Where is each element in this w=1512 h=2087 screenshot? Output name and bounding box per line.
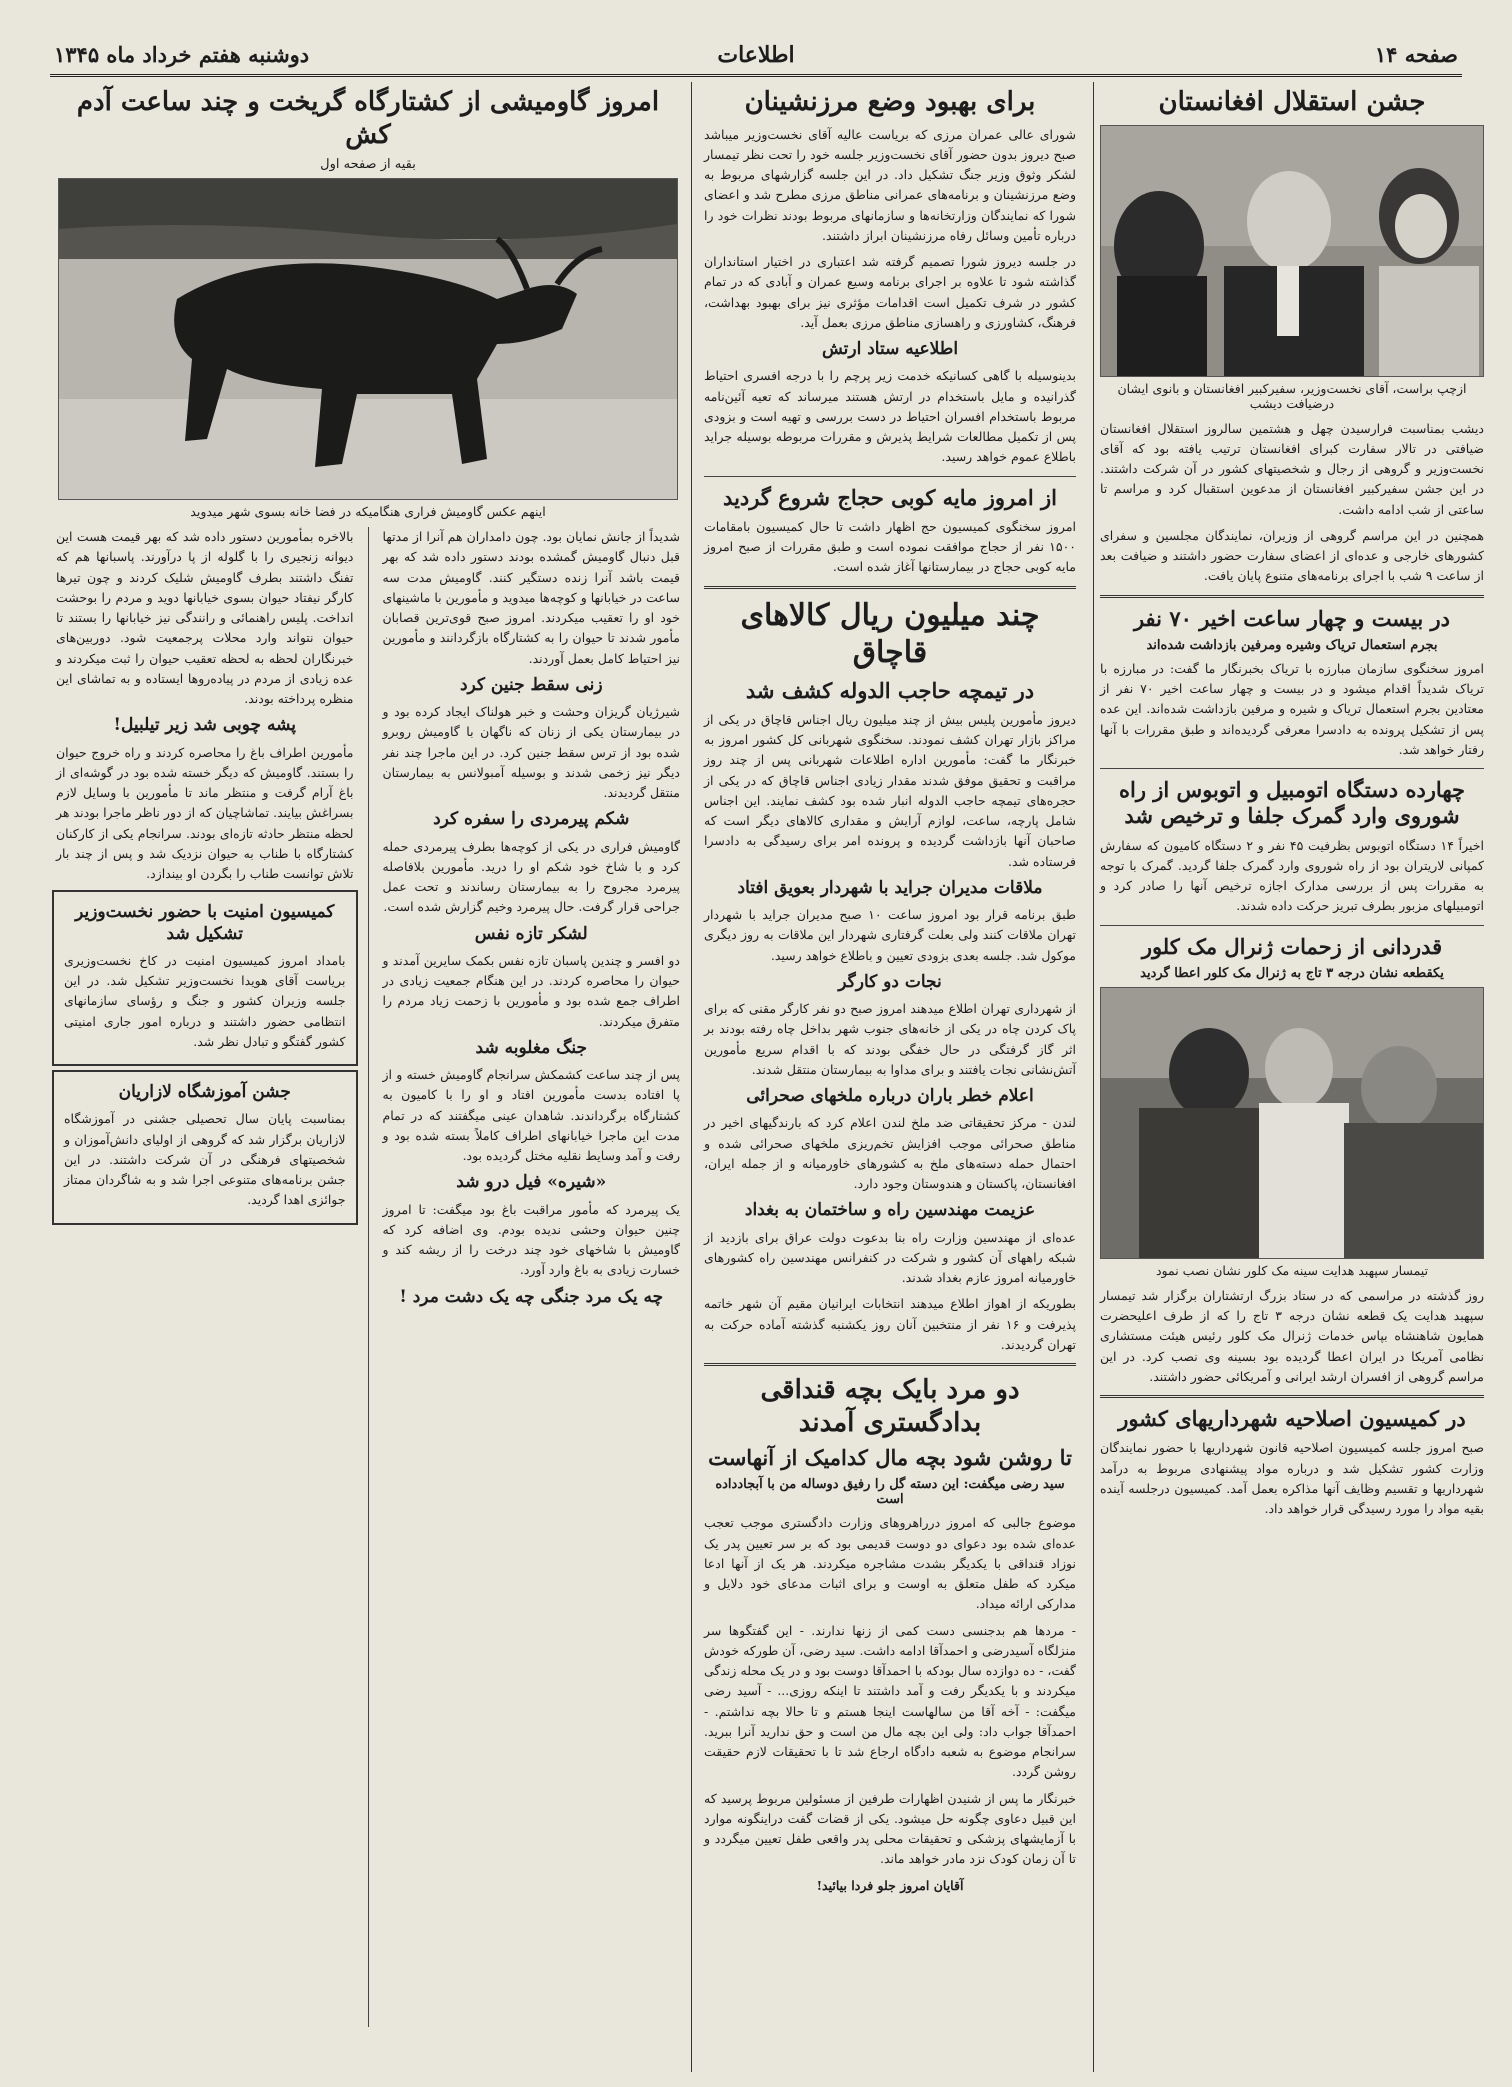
box-title: جشن آموزشگاه لازاریان <box>118 1082 291 1102</box>
divider <box>704 1363 1076 1366</box>
headline-smuggled-goods: چند میلیون ریال کالاهای قاچاق <box>740 597 1040 670</box>
article-text: بامداد امروز کمیسیون امنیت در کاخ نخست‌وزیری بریاست آقای هویدا نخست‌وزیر تشکیل شد. در این جلسه وزیران کشور و جنگ و رؤسای سازمانهای انتظامی حضور داشتند و درباره امور جاری امنیتی کشور گفتگو و تبادل نظر شد. <box>64 952 346 1049</box>
photo-caption: تیمسار سپهبد هدایت سینه مک کلور نشان نصب نمود <box>1155 1262 1429 1278</box>
article-text: اخیراً ۱۴ دستگاه اتوبوس بظرفیت ۴۵ نفر و ۲ دستگاه کامیون که سفارش کمپانی لاریتران بود از راه شوروی وارد گمرک جلفا گردید. گمرک با توجه به مقررات پس از بررسی مدارک اجازه ترخیص آنها را صادر کرد و اتومبیلهای مزبور بطرف تبریز حرکت داده شدند. <box>1100 837 1484 914</box>
photo-medal-ceremony <box>1100 987 1484 1259</box>
headline-locust-warning: اعلام خطر باران درباره ملخهای صحرائی <box>746 1086 1034 1106</box>
box-lazarian-school <box>52 1070 358 1225</box>
headline-mcclure: قدردانی از زحمات ژنرال مک کلور <box>1141 933 1443 959</box>
article-text: شورای عالی عمران مرزی که بریاست عالیه آقای نخست‌وزیر میباشد صبح دیروز بدون حضور آقای نخست‌وزیر جلسه خود را تحت نظر تیمسار لشکر وثوق وزیر جنگ تشکیل داد. در این جلسه گزارشهای مربوط به وضع مرزنشینان و برنامه‌های عمرانی مناطق مرزی مطرح شد و اعضای شورا که نمایندگان وزارتخانه‌ها و سازمانهای مربوط بودند نظرات خود را درباره تأمین وسائل رفاه مرزنشینان ابراز داشتند. <box>704 126 1076 243</box>
article-text: صبح امروز جلسه کمیسیون اصلاحیه قانون شهرداریها با حضور نمایندگان وزارت کشور تشکیل شد و درباره مواد پیشنهادی مربوط به درآمد شهرداریها و تقسیم وظایف آنها مذاکره بعمل آمد. کمیسیون درجلسه آینده بقیه مواد را مورد رسیدگی قرار خواهد داد. <box>1100 1440 1484 1516</box>
article-text: شیرژیان گریزان وحشت و خبر هولناک ایجاد کرده بود و در بیمارستان یکی از زنان که ناگهان با گاومیش روبرو شده بود از ترس سقط جنین کرد. در این ماجرا چند نفر دیگر نیز زخمی شدند و بوسیله آمبولانس به بیمارستان منتقل گردیدند. <box>382 704 680 800</box>
divider <box>704 476 1076 477</box>
article-text: از شهرداری تهران اطلاع میدهند امروز صبح دو نفر کارگر مقنی که برای پاک کردن چاه در یکی از خانه‌های جنوب شهر بداخل چاه رفته بودند بر اثر گاز گرفتگی در حال خفگی بودند که با اقدام سریع مأمورین آتش‌نشانی نجات یافتند و برای مداوا به بیمارستان منتقل شدند. <box>704 1001 1076 1077</box>
article-text: بدینوسیله با گاهی کسانیکه خدمت زیر پرچم را با درجه افسری احتیاط گذرانیده و مایل باستخدام در ارتش هستند میرساند که تعیه آئین‌نامه مربوط باستخدام افسران احتیاط در دست بررسی و تهیه است و بزودی پس از تکمیل مطالعات شرایط پذیرش و مقررات مربوطه بوسیله جراید باطلاع عموم خواهد رسید. <box>704 368 1076 465</box>
headline-buffalo-escape: امروز گاومیشی از کشتارگاه گریخت و چند ساعت آدم کش <box>76 87 660 150</box>
article-text: همچنین در این مراسم گروهی از وزیران، نمایندگان مجلسین و سفرای کشورهای خارجی و عده‌ای از اعضای سفارت حضور داشتند و ضیافت بعد از ساعت ۹ شب با اجرای برنامه‌های متنوع پایان یافت. <box>1100 527 1484 584</box>
column-middle <box>700 82 1080 2077</box>
column-rule <box>691 82 692 2072</box>
subhead: «شیره» فیل درو شد <box>456 1172 607 1193</box>
photo-caption: اینهم عکس گاومیش فراری هنگامیکه در فضا خانه بسوی شهر میدوید <box>190 504 546 519</box>
article-text: موضوع جالبی که امروز درراهروهای وزارت دادگستری موجب تعجب عده‌ای شده بود دعوای دو دوست قدیمی بود که بر سر تعیین پدر یک نوزاد قنداقی با یکدیگر بشدت مشاجره میکردند. هر یک از آنها ادعا میکرد که طفل متعلق به اوست و برای اثبات مدعای خود دلایل و مدارکی ارائه میداد. <box>704 1515 1076 1612</box>
divider <box>1100 1395 1484 1398</box>
subcolumns <box>52 527 684 2027</box>
page-number: صفحه ۱۴ <box>1374 42 1458 67</box>
subheadline: بجرم استعمال تریاک وشیره ومرفین بازداشت شده‌اند <box>1146 637 1438 653</box>
headline-mayor-meeting: ملاقات مدیران جراید با شهردار بعویق افتاد <box>737 877 1043 898</box>
divider <box>1100 768 1484 769</box>
page-header <box>50 38 1462 77</box>
box-title: کمیسیون امنیت با حضور نخست‌وزیر تشکیل شد <box>75 902 335 944</box>
headline-jolfa-customs: چهارده دستگاه اتومبیل و اتوبوس از راه شوروی وارد گمرک جلفا و ترخیص شد <box>1118 777 1465 829</box>
divider <box>704 586 1076 589</box>
subhead: لشکر تازه نفس <box>474 923 588 944</box>
article-text: گاومیش فراری در یکی از کوچه‌ها بطرف پیرمردی حمله کرد و با شاخ خود شکم او را درید. مأمورین بلافاصله پیرمرد مجروح را به بیمارستان رساندند و تحت عمل جراحی قرار گرفت. حال پیرمرد وخیم گزارش شده است. <box>382 838 680 915</box>
box-security-commission <box>52 890 358 1066</box>
photo-buffalo-image <box>58 179 677 499</box>
article-text: در جلسه دیروز شورا تصمیم گرفته شد اعتباری در اختیار استانداران گذاشته شود تا علاوه بر اجرای برنامه وسیع عمران و آبادی که در تمام کشور در شرف تکمیل است اقدامات مؤثری نیز برای بهبود بهداشت، فرهنگ، کشاورزی و راهسازی مناطق مرزی بعمل آید. <box>704 254 1076 330</box>
subhead: شکم پیرمردی را سفره کرد <box>433 809 630 830</box>
headline-hajj-vaccination: از امروز مایه کوبی حجاج شروع گردید <box>723 484 1057 510</box>
article-text: عده‌ای از مهندسین وزارت راه بنا بدعوت دولت عراق برای بازدید از شبکه راههای آن کشور و شرکت در کنفرانس مهندسین راه کشورهای خاورمیانه امروز عازم بغداد شدند. <box>704 1229 1076 1285</box>
headline-baby-dispute: دو مرد بایک بچه قنداقی بدادگستری آمدند <box>760 1375 1020 1438</box>
headline-workers-rescued: نجات دو کارگر <box>838 971 942 992</box>
article-text: دیشب بمناسبت فرارسیدن چهل و هشتمین سالروز استقلال افغانستان ضیافتی در تالار سفارت کبرای افغانستان ترتیب یافته بود که آقای نخست‌وزیر و گروهی از رجال و شخصیتهای کشور در آن شرکت داشتند. در این جشن سفیرکبیر افغانستان از مدعوین استقبال کرد و مراسم تا ساعتی از شب ادامه داشت. <box>1100 420 1484 517</box>
column-right <box>1096 82 1488 2077</box>
photo-reception <box>1100 125 1484 377</box>
article-text: روز گذشته در مراسمی که در ستاد بزرگ ارتشتاران برگزار شد تیمسار سپهبد هدایت یک قطعه نشان درجه ۳ تاج را که از طرف اعلیحضرت همایون شاهنشاه بپاس خدمات ژنرال مک کلور رئیس هیئت مستشاری نظامی آمریکا در ایران اعطا گردیده بود بسینه وی نصب کرد. در این مراسم گروهی از افسران ارشد ایرانی و آمریکائی حضور داشتند. <box>1100 1287 1484 1384</box>
column-rule <box>1093 82 1094 2072</box>
article-end: آقایان امروز جلو فردا بیائید! <box>816 1877 964 1893</box>
subcolumn-right <box>379 527 685 2027</box>
article-text: - مردها هم بدجنسی دست کمی از زنها ندارند. - این گفتگوها سر منزلگاه آسیدرضی و احمدآقا ادامه داشت. سید رضی، آن طورکه خودش گفت، - ده دوازده سال بودکه با احمدآقا دوست بود و در یک محله زندگی میکردند و با یکدیگر رفت و آمد داشتند تا اینکه روزی... - آسید رضی میگفت: - آخه آقا من سالهاست اینجا هستم و تا حالا بچه نداشتم. - احمدآقا جواب داد: ولی این بچه مال من است و حق ندارید آنرا ببرید. سرانجام موضوع به شعبه دادگاه ارجاع شد تا با تحقیقات لازم حقیقت روشن گردد. <box>704 1622 1076 1780</box>
article-text: دو افسر و چندین پاسبان تازه نفس بکمک سایرین آمدند و حیوان را محاصره کردند. در این هنگام جمعیت زیادی در اطراف جمع شده بود و مأمورین با زحمت زیاد مردم را متفرق میکردند. <box>382 952 680 1029</box>
lead-line: سید رضی میگفت: این دسته گل را رفیق دوساله من با آبجادداده است <box>715 1477 1065 1508</box>
subhead: زنی سقط جنین کرد <box>459 674 603 695</box>
column-left <box>52 82 684 2077</box>
article-text: امروز سخنگوی کمیسیون حج اظهار داشت تا حال کمیسیون بامقامات ۱۵۰۰ نفر از حجاج موافقت نموده است و طبق مقررات از صبح امروز مایه کوبی حجاج در بیمارستانها آغاز شده است. <box>704 518 1076 575</box>
article-text: امروز سخنگوی سازمان مبارزه با تریاک بخبرنگار ما گفت: در مبارزه با تریاک شدیداً اقدام میشود و در بیست و چهار ساعت اخیر ۷۰ نفر از معتادین بجرم استعمال تریاک و شیره و مرفین بازداشت شده‌اند. این عده پس از تشکیل پرونده به دادسرا معرفی گردیده‌اند و طبق مقررات با آنها رفتار خواهد شد. <box>1100 660 1484 757</box>
headline-municipalities: در کمیسیون اصلاحیه شهرداریهای کشور <box>1118 1406 1466 1431</box>
closing-quote: چه یک مرد جنگی چه یک دشت مرد ! <box>399 1286 664 1307</box>
headline-opium-arrests: در بیست و چهار ساعت اخیر ۷۰ نفر <box>1133 605 1451 631</box>
article-text: لندن - مرکز تحقیقاتی ضد ملخ لندن اعلام کرد که بارندگیهای اخیر در مناطق صحرائی موجب افزایش تخم‌ریزی ملخهای صحرائی شده و احتمال حمله دسته‌های ملخ به کشورهای خاورمیانه و از جمله ایران، افغانستان، پاکستان و هندوستان وجود دارد. <box>704 1115 1076 1191</box>
date-line: دوشنبه هفتم خرداد ماه ۱۳۴۵ <box>54 42 310 67</box>
headline-army-notice: اطلاعیه ستاد ارتش <box>821 339 959 359</box>
subhead: پشه چوبی شد زیر تیلبیل! <box>113 715 296 736</box>
article-text: طبق برنامه قرار بود امروز ساعت ۱۰ صبح مدیران جراید با شهردار تهران ملاقات کنند ولی بعلت گرفتاری شهردار این ملاقات به روز دیگری موکول شد. جلسه بعدی بزودی تعیین و باطلاع خواهد رسید. <box>704 907 1076 963</box>
headline-border-residents: برای بهبود وضع مرزنشینان <box>744 87 1036 117</box>
subheadline: یکقطعه نشان درجه ۳ تاج به ژنرال مک کلور اعطا گردید <box>1140 965 1444 981</box>
photo-buffalo <box>58 178 678 500</box>
photo-caption: ازچپ براست، آقای نخست‌وزیر، سفیرکبیر افغانستان و بانوی ایشان درضیافت دیشب <box>1117 380 1467 411</box>
photo-medal-image <box>1100 988 1483 1258</box>
photo-reception-image <box>1100 126 1483 376</box>
subheadline-smuggled-goods: در تیمچه حاجب الدوله کشف شد <box>745 677 1035 703</box>
paper-name: اطلاعات <box>717 42 795 68</box>
article-text: خبرنگار ما پس از شنیدن اظهارات طرفین از مسئولین مربوط پرسید که این قبیل دعاوی چگونه حل میشود. یکی از قضات گفت دراینگونه موارد با آزمایشهای پزشکی و تحقیقات محلی پدر واقعی طفل تعیین میگردد و تا آن زمان کودک نزد مادر خواهد ماند. <box>704 1790 1076 1867</box>
article-text: بطوریکه از اهواز اطلاع میدهند انتخابات ایرانیان مقیم آن شهر خاتمه پذیرفت و ۱۶ نفر از منتخبین آنان روز یکشنبه گذشته آماده حرکت به تهران گردیدند. <box>704 1296 1076 1352</box>
article-text: شدیداً از جانش نمایان بود. چون دامداران هم آنرا از مدتها قبل دنبال گاومیش گمشده بودند دستور داده شد که بهر قیمت باشد آنرا زنده دستگیر کنند. گاومیش مدت سه ساعت در خیابانها و کوچه‌ها میدوید و مأمورین با ماشینهای خود او را تعقیب میکردند. امروز صبح قوی‌ترین قصابان مأمور شدند تا حیوان را به کشتارگاه بازگردانند و مأمورین نیز احتیاط کامل بعمل آوردند. <box>382 529 680 666</box>
article-text: بمناسبت پایان سال تحصیلی جشنی در آموزشگاه لازاریان برگزار شد که گروهی از اولیای دانش‌آموزان و شخصیتهای فرهنگی در آن شرکت داشتند. در این جشن برنامه‌های متنوعی اجرا شد و به شاگردان ممتاز جوائزی اهدا گردید. <box>64 1111 346 1208</box>
headline-afghan-independence: جشن استقلال افغانستان <box>1158 87 1426 117</box>
article-text: بالاخره بمأمورین دستور داده شد که بهر قیمت هست این دیوانه زنجیری را با گلوله از پا درآورند. پاسبانها هم که تفنگ داشتند بطرف گاومیش شلیک کردند و چون تیرها کارگر نیفتاد حیوان بسوی خیابانها دوید و مردم را بوحشت انداخت. پلیس راهنمائی و رانندگی نیز خیابانها را بستند تا حیوان نتواند وارد محلات پرجمعیت شود. دوربین‌های خبرنگاران لحظه به لحظه تعقیب حیوان را ثبت میکردند و عده زیادی از مردم در پیاده‌روها ایستاده و به تماشای این منظره پرداخته بودند. <box>56 529 354 706</box>
continued-note: بقیه از صفحه اول <box>320 157 416 172</box>
subcolumn-left <box>52 527 358 2027</box>
divider <box>1100 595 1484 598</box>
article-text: پس از چند ساعت کشمکش سرانجام گاومیش خسته و از پا افتاده بدست مأمورین افتاد و او را با کامیون به کشتارگاه برگرداندند. شاهدان عینی میگفتند که در تمام مدت این ماجرا خیابانهای اطراف کاملاً بسته شده بود و رفت و آمد وسایط نقلیه مختل گردیده بود. <box>382 1067 680 1163</box>
column-rule <box>368 527 369 2027</box>
article-text: مأمورین اطراف باغ را محاصره کردند و راه خروج حیوان را بستند. گاومیش که دیگر خسته شده بود در گوشه‌ای از باغ آرام گرفت و منتظر ماند تا مأمورین با وسایل لازم بسراغش بیایند. تماشاچیان که از دور ناظر ماجرا بودند هر لحظه منتظر حادثه تازه‌ای بودند. سرانجام یکی از کارکنان کشتارگاه با طناب به حیوان نزدیک شد و پس از چند بار تلاش توانست طناب را بگردن او بیندازد. <box>56 744 354 881</box>
article-text: یک پیرمرد که مأمور مراقبت باغ بود میگفت: تا امروز چنین حیوان وحشی ندیده بودم. وی اضافه کرد که گاومیش با شاخهای خود چند درخت را از ریشه کند و خسارت زیادی به باغ وارد آورد. <box>382 1201 680 1278</box>
subheadline-baby-dispute: تا روشن شود بچه مال کدامیک از آنهاست <box>708 1445 1072 1470</box>
divider <box>1100 925 1484 926</box>
article-text: دیروز مأمورین پلیس بیش از چند میلیون ریال اجناس قاچاق در یکی از مراکز بازار تهران کشف نمودند. سخنگوی شهربانی کل کشور امروز به خبرنگار ما گفت: مأمورین اداره اطلاعات شهربانی پس از چند روز مراقبت و تحقیق موفق شدند مقدار زیادی اجناس قاچاق که در یکی از حجره‌های تیمچه حاجب الدوله انبار شده بود کشف نمایند. این اجناس شامل پارچه، ساعت، لوازم آرایش و مقداری کالاهای دیگر است که صاحبان آنها بازداشت گردیده و پرونده امر برای رسیدگی به دادسرا فرستاده شد. <box>704 711 1076 869</box>
headline-engineers-baghdad: عزیمت مهندسین راه و ساختمان به بغداد <box>744 1200 1036 1221</box>
subhead: جنگ مغلوبه شد <box>475 1037 587 1058</box>
